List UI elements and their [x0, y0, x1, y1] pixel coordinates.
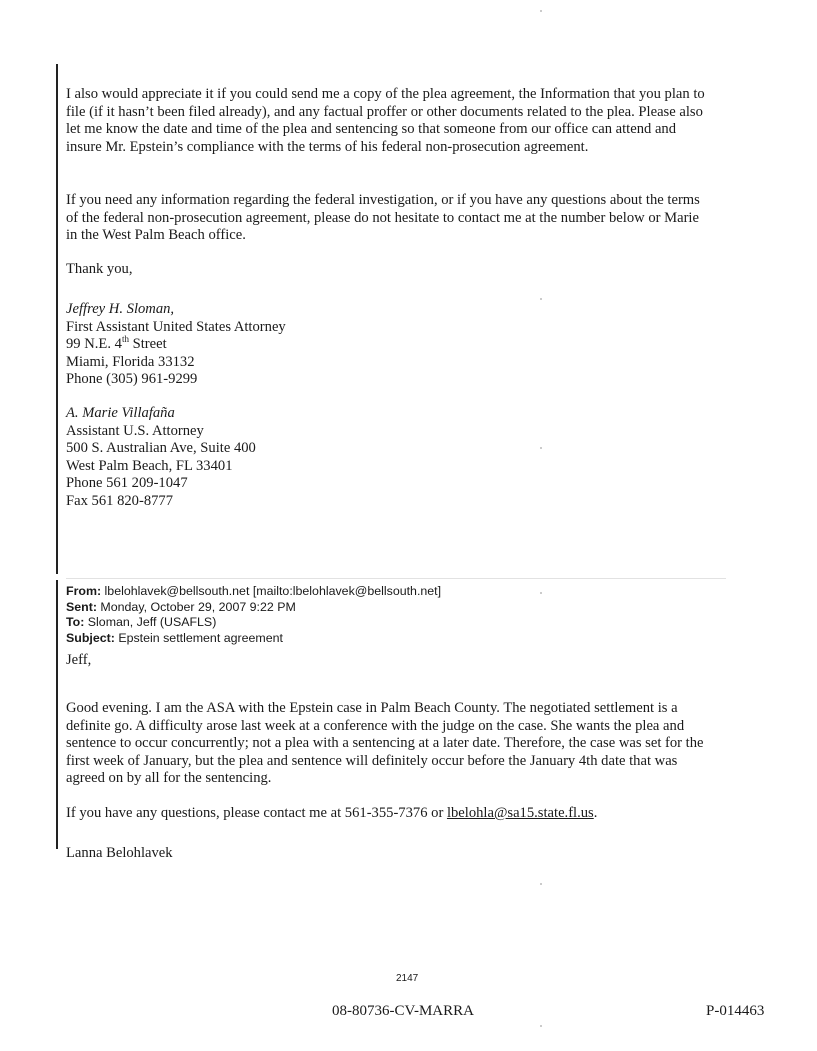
- page-number: 2147: [396, 973, 419, 984]
- email-from: From: lbelohlavek@bellsouth.net [mailto:lbelohlavek@bellsouth.net]: [66, 584, 442, 598]
- sig2-fax: Fax 561 820-8777: [66, 492, 174, 509]
- sig2-name: A. Marie Villafaña: [66, 405, 175, 421]
- quote-rule-bottom: [56, 580, 58, 849]
- sig2-title: Assistant U.S. Attorney: [66, 422, 204, 439]
- scan-speck: [540, 10, 542, 12]
- email-sent: Sent: Monday, October 29, 2007 9:22 PM: [66, 599, 296, 614]
- quote-rule-top: [56, 64, 58, 574]
- bates-number: P-014463: [706, 1003, 765, 1019]
- letter-thanks: Thank you,: [66, 261, 133, 277]
- signature-block-sloman: [66, 301, 706, 389]
- sig1-title: First Assistant United States Attorney: [66, 318, 286, 335]
- sig2-city: West Palm Beach, FL 33401: [66, 457, 233, 474]
- sig1-name: Jeffrey H. Sloman,: [66, 301, 175, 317]
- scan-speck: [540, 1025, 542, 1027]
- email-header: [66, 584, 706, 646]
- signature-block-villafana: [66, 405, 706, 511]
- scan-speck: [540, 883, 542, 885]
- email-closing: Lanna Belohlavek: [66, 845, 173, 861]
- sig2-address: 500 S. Australian Ave, Suite 400: [66, 440, 256, 457]
- email-salutation: Jeff,: [66, 652, 92, 668]
- email-body-paragraph-2: If you have any questions, please contact me at 561-355-7376 or lbelohla@sa15.state.fl.us.: [66, 805, 598, 821]
- letter-paragraph-1: I also would appreciate it if you could send me a copy of the plea agreement, the Information that you plan to file (if it hasn’t been filed already), and any factual proffer or other documents related to the plea. Please also let me know the date and time of the plea and sentencing so that someone from our office can attend and insure Mr. Epstein’s compliance with the terms of his federal non-prosecution agreement.: [66, 86, 705, 155]
- scan-speck: [540, 298, 542, 300]
- email-address-link[interactable]: lbelohla@sa15.state.fl.us: [446, 805, 594, 821]
- email-body-paragraph-1: Good evening. I am the ASA with the Epstein case in Palm Beach County. The negotiated settlement is a definite go. A difficulty arose last week at a conference with the judge on the case. She wants the plea and sentence to occur concurrently; not a plea with a sentencing at a later date. Therefore, the case was set for the first week of January, but the plea and sentence will definitely occur before the January 4th date that was agreed on by all for the sentencing.: [66, 700, 704, 787]
- scan-speck: [540, 447, 542, 449]
- sig1-city: Miami, Florida 33132: [66, 353, 195, 370]
- email-to: To: Sloman, Jeff (USAFLS): [66, 615, 217, 630]
- sig2-phone: Phone 561 209-1047: [66, 475, 188, 492]
- scan-speck: [540, 592, 542, 594]
- case-number: 08-80736-CV-MARRA: [332, 1003, 474, 1019]
- email-subject: Subject: Epstein settlement agreement: [66, 630, 283, 645]
- sig1-street: 99 N.E. 4th Street: [66, 334, 167, 353]
- letter-paragraph-2: If you need any information regarding the federal investigation, or if you have any questions about the terms of the federal non-prosecution agreement, please do not hesitate to contact me at the number below or Marie in the West Palm Beach office.: [66, 192, 700, 244]
- email-header-divider: [66, 578, 726, 579]
- sig1-phone: Phone (305) 961-9299: [66, 371, 198, 388]
